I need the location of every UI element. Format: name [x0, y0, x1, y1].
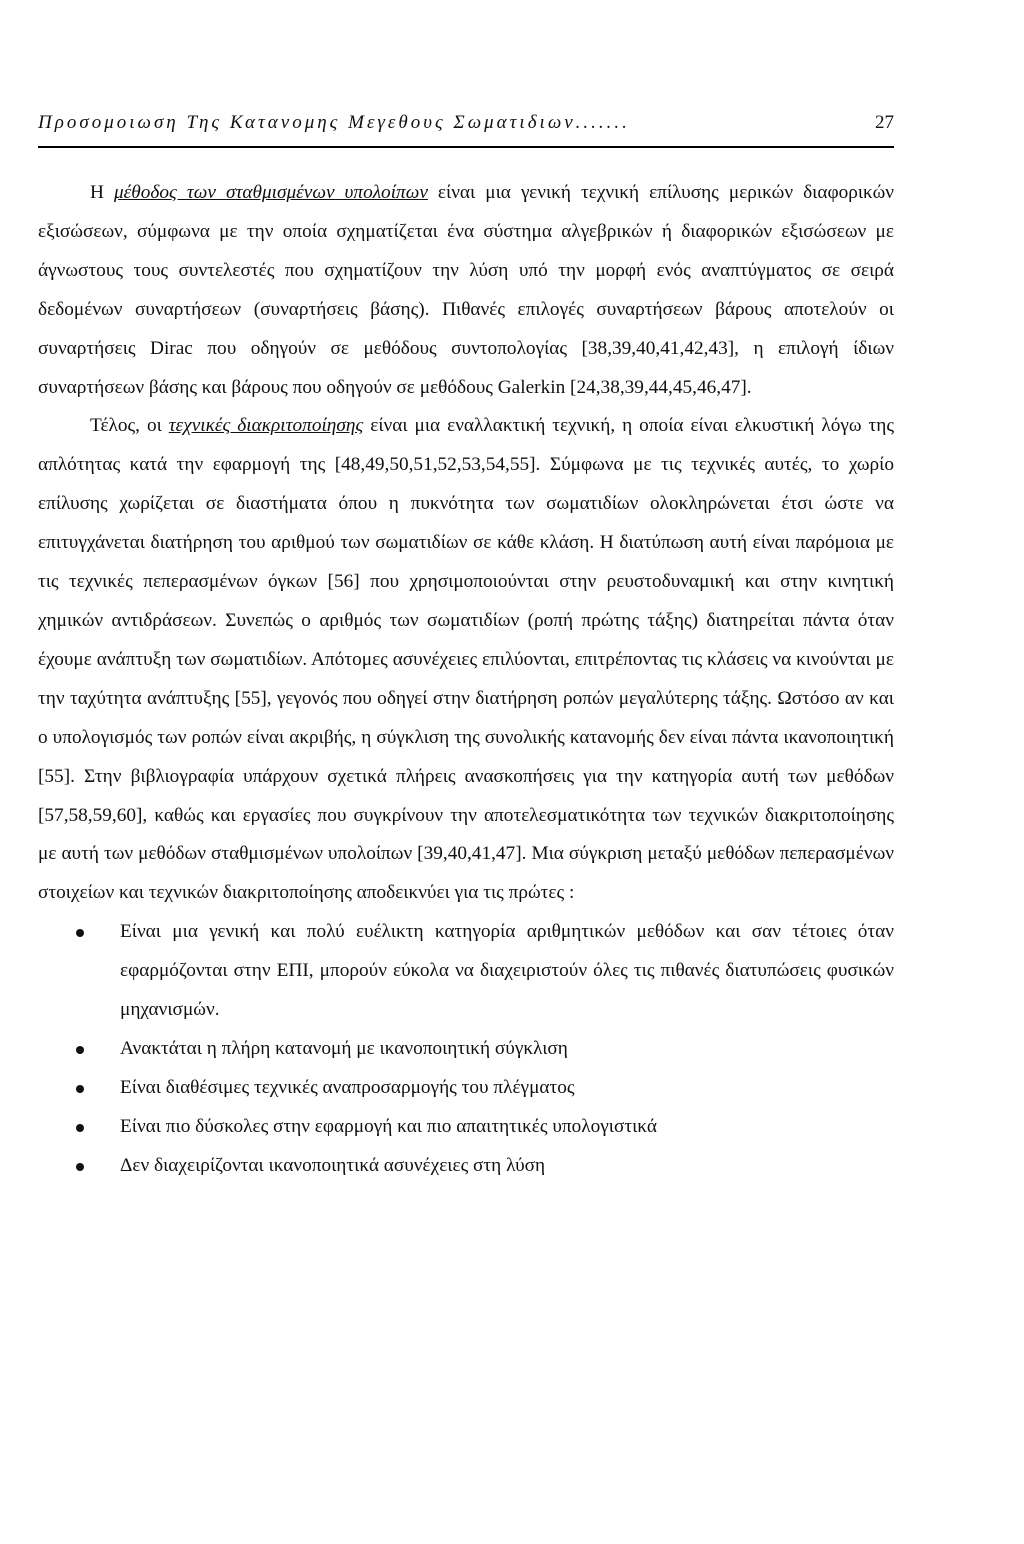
body-text	[38, 174, 894, 1186]
chapter-title: Προσομοιωση Της Κατανομης Μεγεθους Σωματιδιων.......	[38, 112, 630, 133]
bullet-icon	[76, 1085, 84, 1093]
bullet-icon	[76, 929, 84, 937]
bullet-icon	[76, 1163, 84, 1171]
list-item-text: Είναι διαθέσιμες τεχνικές αναπροσαρμογής του πλέγματος	[120, 1076, 575, 1098]
text-run: είναι μια γενική τεχνική επίλυσης μερικών διαφορικών εξισώσεων, σύμφωνα με την οποία σχηματίζεται ένα σύστημα αλγεβρικών ή διαφορικών εξισώσεων με άγνωστους τους συντελεστές που σχηματίζουν την λύση υπό την μορφή ενός αναπτύγματος σε σειρά δεδομένων συναρτήσεων (συναρτήσεις βάσης). Πιθανές επιλογές συναρτήσεων βάρους αποτελούν οι συναρτήσεις Dirac που οδηγούν σε μεθόδους συντοπολογίας [38,39,40,41,42,43], η επιλογή ίδιων συναρτήσεων βάσης και βάρους που οδηγούν σε μεθόδους Galerkin [24,38,39,44,45,46,47].	[38, 182, 895, 398]
list-item	[38, 1147, 894, 1186]
text-run: Τέλος, οι	[90, 415, 169, 437]
emphasized-term: τεχνικές διακριτοποίησης	[168, 415, 364, 437]
list-item	[38, 913, 894, 1030]
text-run: Η	[90, 182, 114, 203]
text-run: είναι μια εναλλακτική τεχνική, η οποία είναι ελκυστική λόγω της απλότητας κατά την εφαρμογή της [48,49,50,51,52,53,54,55]. Σύμφωνα με τις τεχνικές αυτές, το χωρίο επίλυσης χωρίζεται σε διαστήματα όπου η πυκνότητα των σωματιδίων ολοκληρώνεται έτσι ώστε να επιτυγχάνεται διατήρηση του αριθμού των σωματιδίων σε κάθε κλάση. Η διατύπωση αυτή είναι παρόμοια με τις τεχνικές πεπερασμένων όγκων [56] που χρησιμοποιούνται στην ρευστοδυναμική και στην κινητική χημικών αντιδράσεων. Συνεπώς ο αριθμός των σωματιδίων (ροπή πρώτης τάξης) διατηρείται πάντα όταν έχουμε ανάπτυξη των σωματιδίων. Απότομες ασυνέχειες επιλύονται, επιτρέποντας τις κλάσεις να κινούνται με την ταχύτητα ανάπτυξης [55], γεγονός που οδηγεί στην διατήρηση ροπών μεγαλύτερης τάξης. Ωστόσο αν και ο υπολογισμός των ροπών είναι ακριβής, η σύγκλιση της συνολικής κατανομής δεν είναι πάντα ικανοποιητική [55]. Στην βιβλιογραφία υπάρχουν σχετικά πλήρεις ανασκοπήσεις για την κατηγορία αυτή των μεθόδων [57,58,59,60], καθώς και εργασίες που συγκρίνουν την αποτελεσματικότητα των τεχνικών διακριτοποίησης με αυτή των μεθόδων σταθμισμένων υπολοίπων [39,40,41,47]. Μια σύγκριση μεταξύ μεθόδων πεπερασμένων στοιχείων και τεχνικών διακριτοποίησης αποδεικνύει για τις πρώτες :	[38, 415, 894, 904]
list-item	[38, 1030, 894, 1069]
advantages-list	[38, 913, 894, 1185]
page-number: 27	[875, 112, 894, 133]
list-item	[38, 1069, 894, 1108]
list-item-text: Είναι μια γενική και πολύ ευέλικτη κατηγορία αριθμητικών μεθόδων και σαν τέτοιες όταν εφαρμόζονται στην ΕΠΙ, μπορούν εύκολα να διαχειριστούν όλες τις πιθανές διατυπώσεις φυσικών μηχανισμών.	[120, 921, 894, 1021]
bullet-icon	[76, 1046, 84, 1054]
bullet-icon	[76, 1124, 84, 1132]
paragraph-weighted-residuals	[38, 174, 894, 407]
emphasized-term: μέθοδος των σταθμισμένων υπολοίπων	[113, 182, 428, 203]
paragraph-discretization	[38, 407, 894, 913]
list-item-text: Είναι πιο δύσκολες στην εφαρμογή και πιο απαιτητικές υπολογιστικά	[120, 1115, 657, 1137]
list-item-text: Δεν διαχειρίζονται ικανοποιητικά ασυνέχειες στη λύση	[120, 1154, 546, 1176]
running-header	[38, 112, 894, 148]
list-item	[38, 1108, 894, 1147]
list-item-text: Ανακτάται η πλήρη κατανομή με ικανοποιητική σύγκλιση	[120, 1037, 568, 1059]
